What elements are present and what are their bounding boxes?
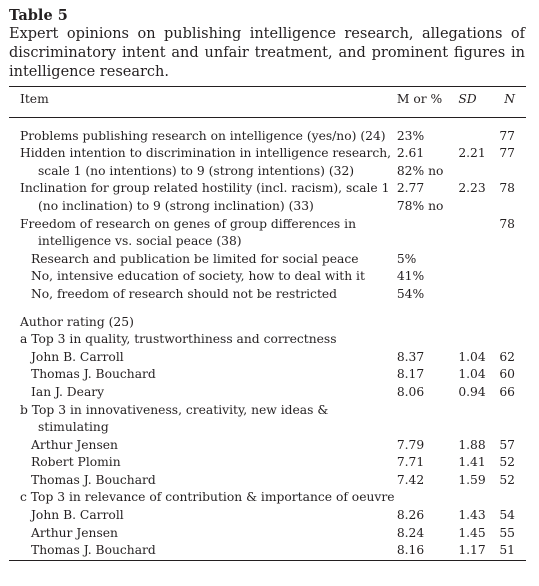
- row-m: [397, 251, 459, 269]
- row-n: 55: [499, 525, 515, 540]
- header-m: M or %: [396, 92, 443, 106]
- row-sd: 2.21: [458, 146, 486, 161]
- row-m-secondary: 78% no: [396, 198, 444, 213]
- table-row: [9, 507, 526, 525]
- row-item: Arthur Jensen: [31, 525, 118, 540]
- table-row: [9, 180, 526, 215]
- table-row: [9, 489, 526, 507]
- header-sd: SD: [458, 92, 477, 106]
- row-item: Thomas J. Bouchard: [31, 543, 156, 558]
- row-item: Robert Plomin: [31, 455, 121, 470]
- row-n: [499, 402, 526, 437]
- table-row: [9, 542, 526, 560]
- row-n: 77: [499, 128, 515, 143]
- row-m: [397, 525, 459, 543]
- row-sd: [458, 251, 499, 269]
- row-item: b Top 3 in innovativeness, creativity, new ideas & stimulating: [20, 402, 329, 435]
- row-n: [499, 331, 526, 349]
- row-m: [397, 366, 459, 384]
- header-row: [9, 87, 526, 117]
- row-sd: [458, 216, 499, 251]
- table-row: [9, 216, 526, 251]
- row-m: [397, 331, 459, 349]
- row-item: John B. Carroll: [31, 508, 124, 523]
- row-item: John B. Carroll: [31, 349, 124, 364]
- row-m-value: 23%: [396, 128, 425, 143]
- table-row: [9, 286, 526, 304]
- row-m: [397, 472, 459, 490]
- row-n: 77: [499, 146, 515, 161]
- row-item: No, freedom of research should not be restricted: [31, 286, 338, 301]
- row-n: 62: [499, 349, 515, 364]
- table-row: [9, 402, 526, 437]
- table-row: [9, 251, 526, 269]
- row-m: [397, 437, 459, 455]
- row-m-value: 8.37: [396, 349, 425, 364]
- row-item: Freedom of research on genes of group differences in intelligence vs. social peace (38): [20, 216, 356, 249]
- row-n: 52: [499, 472, 515, 487]
- row-m: [397, 268, 459, 286]
- row-sd: 1.45: [458, 525, 486, 540]
- table-row: [9, 454, 526, 472]
- row-n: [499, 304, 526, 332]
- row-item: Inclination for group related hostility (incl. racism), scale 1 (no inclination) to 9 (strong inclination) (33): [20, 181, 390, 213]
- table-body: [9, 117, 526, 560]
- table-row: [9, 145, 526, 180]
- header-n: N: [504, 92, 515, 106]
- row-m: [397, 286, 459, 304]
- row-m: [397, 402, 459, 437]
- row-sd: [458, 304, 499, 332]
- row-m-secondary: 82% no: [396, 163, 444, 178]
- row-sd: 1.04: [458, 349, 486, 364]
- row-sd: [458, 402, 499, 437]
- table-row: [9, 349, 526, 367]
- row-item: Research and publication be limited for social peace: [31, 251, 359, 266]
- row-sd: [458, 268, 499, 286]
- row-item: Problems publishing research on intelligence (yes/no) (24): [20, 128, 386, 143]
- row-m-value: 5%: [396, 251, 417, 266]
- row-sd: 1.59: [458, 472, 486, 487]
- table-label: Table 5: [9, 7, 68, 24]
- row-m-value: 8.26: [396, 508, 425, 523]
- row-n: 60: [499, 367, 515, 382]
- row-item: a Top 3 in quality, trustworthiness and correctness: [20, 332, 337, 347]
- row-m: [397, 454, 459, 472]
- row-sd: 1.04: [458, 367, 486, 382]
- row-sd: [458, 489, 499, 507]
- row-m-value: 7.71: [396, 455, 425, 470]
- row-m-value: 8.16: [396, 543, 425, 558]
- table-row: [9, 366, 526, 384]
- row-m: [397, 542, 459, 560]
- row-m-value: 2.77: [396, 181, 425, 196]
- row-n: 51: [499, 543, 515, 558]
- row-m-value: 7.79: [396, 437, 425, 452]
- row-sd: [458, 331, 499, 349]
- table-row: [9, 437, 526, 455]
- data-table: [9, 87, 526, 561]
- table-row: [9, 525, 526, 543]
- row-sd: [458, 286, 499, 304]
- row-sd: 1.41: [458, 455, 486, 470]
- row-m: [397, 216, 459, 251]
- row-m-value: 8.17: [396, 367, 425, 382]
- row-m-value: 54%: [396, 286, 425, 301]
- row-sd: 1.43: [458, 508, 486, 523]
- table-row: [9, 384, 526, 402]
- row-n: 66: [499, 384, 515, 399]
- row-sd: [458, 117, 499, 145]
- table-row: [9, 472, 526, 490]
- row-sd: 1.17: [458, 543, 486, 558]
- row-item: Ian J. Deary: [31, 384, 105, 399]
- row-n: 54: [499, 508, 515, 523]
- row-m: [397, 117, 459, 145]
- row-m: [397, 145, 459, 180]
- row-sd: 1.88: [458, 437, 486, 452]
- table-caption: Expert opinions on publishing intelligence research, allegations of discriminatory intent and unfair treatment, and prominent figures in intelligence research.: [9, 26, 525, 80]
- header-item: Item: [20, 92, 49, 106]
- row-item: Author rating (25): [20, 314, 134, 329]
- row-m: [397, 507, 459, 525]
- table-row: [9, 304, 526, 332]
- row-m: [397, 384, 459, 402]
- row-item: Thomas J. Bouchard: [31, 367, 156, 382]
- row-n: 78: [499, 181, 515, 196]
- row-n: [499, 268, 526, 286]
- row-m-value: 7.42: [396, 472, 425, 487]
- row-n: 78: [499, 216, 515, 231]
- row-item: Hidden intention to discrimination in intelligence research, scale 1 (no intentions) to 9 (strong intentions) (32): [20, 146, 392, 178]
- row-n: [499, 286, 526, 304]
- row-n: 57: [499, 437, 515, 452]
- table-row: [9, 331, 526, 349]
- row-sd: 2.23: [458, 181, 486, 196]
- row-m: [397, 349, 459, 367]
- row-m-value: 41%: [396, 269, 425, 284]
- row-m-value: 2.61: [396, 146, 425, 161]
- row-item: c Top 3 in relevance of contribution & importance of oeuvre: [20, 490, 395, 505]
- row-m: [397, 489, 459, 507]
- row-item: Thomas J. Bouchard: [31, 472, 156, 487]
- table-row: [9, 117, 526, 145]
- row-m-value: 8.06: [396, 384, 425, 399]
- row-m-value: 8.24: [396, 525, 425, 540]
- table-row: [9, 268, 526, 286]
- row-n: 52: [499, 455, 515, 470]
- row-m: [397, 180, 459, 215]
- row-sd: 0.94: [458, 384, 486, 399]
- row-n: [499, 251, 526, 269]
- row-n: [499, 489, 526, 507]
- row-m: [397, 304, 459, 332]
- row-item: No, intensive education of society, how to deal with it: [31, 269, 365, 284]
- row-item: Arthur Jensen: [31, 437, 118, 452]
